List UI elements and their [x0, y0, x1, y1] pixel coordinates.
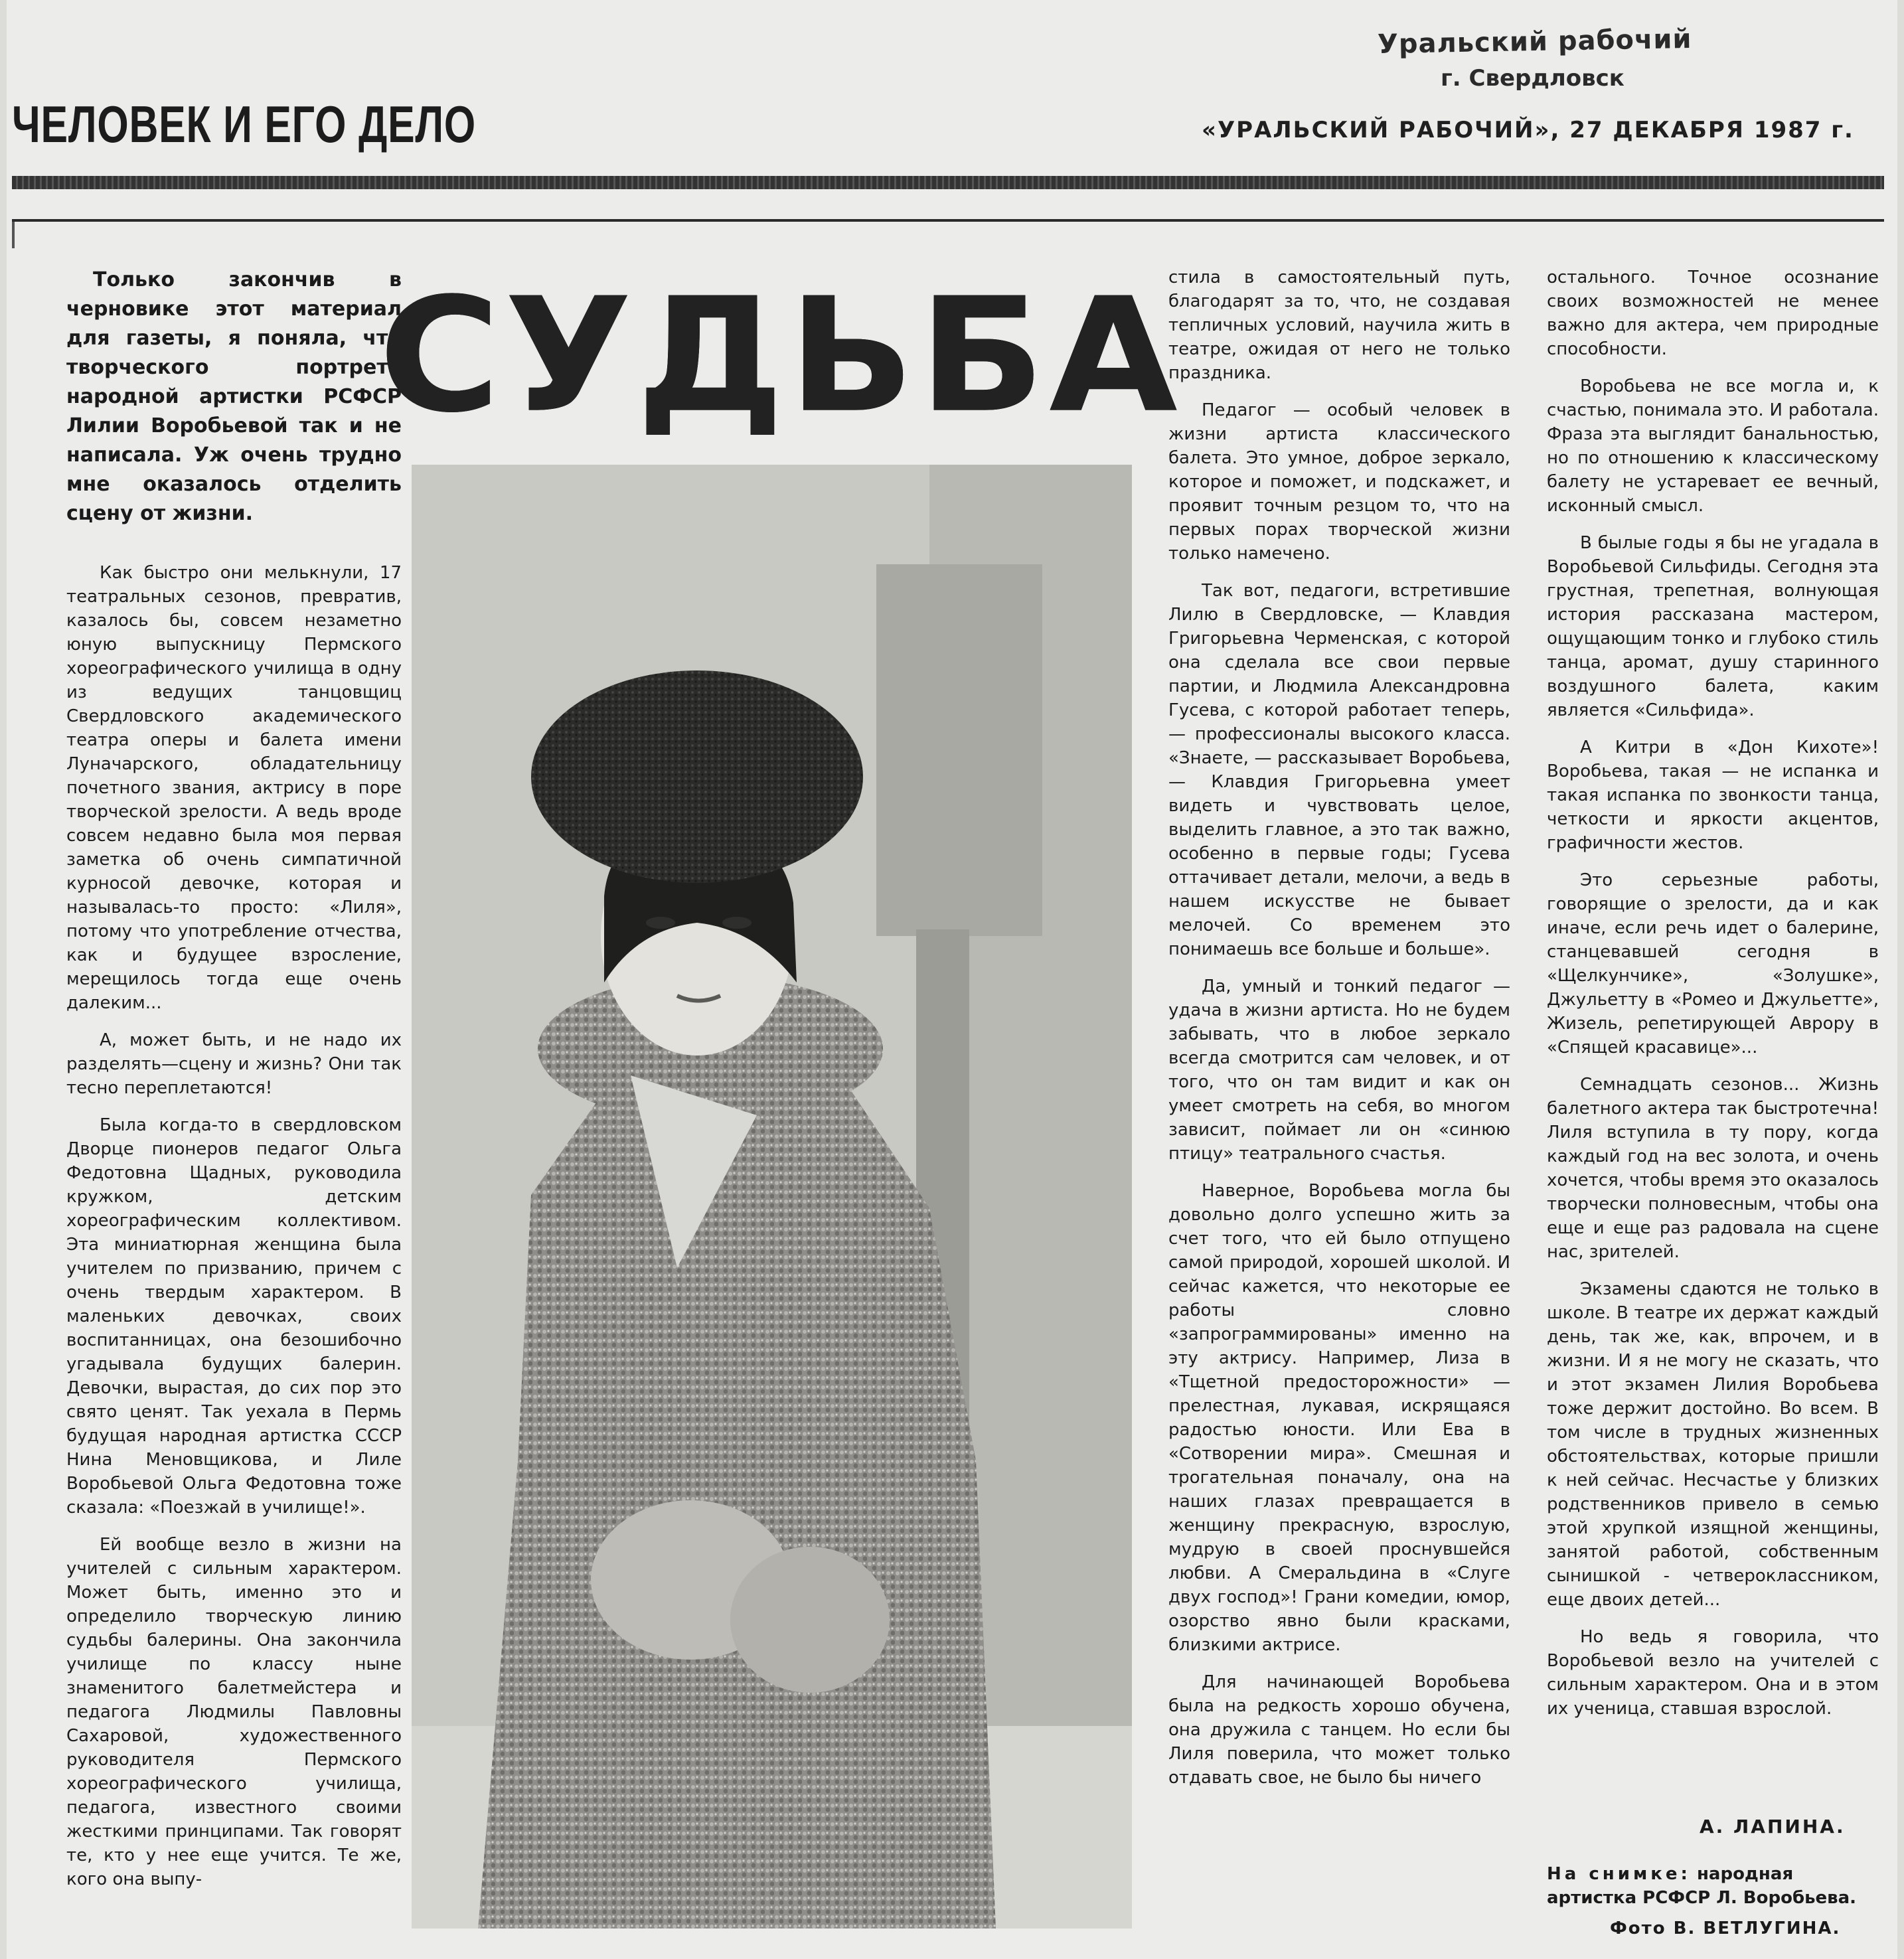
- column-3: [1547, 266, 1879, 1734]
- paragraph: В былые годы я бы не угадала в Воробьевой Сильфиды. Сегодня эта грустная, трепетная, волнующая история рассказана мастером, ощущающим тонко и глубоко стиль танца, аромат, душу старинного воздушного балета, каким является «Сильфида».: [1547, 533, 1879, 720]
- photo-credit: Фото В. ВЕТЛУГИНА.: [1610, 1919, 1841, 1938]
- article-lead: Только закончив в черновике этот материал для газеты, я поняла, что творческого портрета народной артистки РСФСР Лилии Воробьевой так и не написала. Уж очень трудно мне оказалось отделить сцену от жизни.: [66, 268, 402, 525]
- frame-corner: [12, 222, 15, 248]
- paragraph: Это серьезные работы, говорящие о зрелости, да и как иначе, если речь идет о балерине, станцевавшей сегодня в «Щелкунчике», «Золушке», Джульетту в «Ромео и Джульетте», Жизель, репетирующей Аврору в «Спящей красавице»...: [1547, 870, 1879, 1058]
- caption-text: народная артистка РСФСР Л. Воробьева.: [1547, 1864, 1857, 1908]
- paragraph: Экзамены сдаются не только в школе. В театре их держат каждый день, так же, как, впрочем, и в жизни. И я не могу не сказать, что и этот экзамен Лилия Воробьева тоже держит достойно. Во всем. В том числе в трудных жизненных обстоятельствах, которые пришли к ней сейчас. Несчастье у близких родственников привело в семью этой хрупкой изящной женщины, занятой работой, собственным сынишкой - четвероклассником, еще двоих детей...: [1547, 1279, 1879, 1610]
- author-byline: А. ЛАПИНА.: [1700, 1816, 1846, 1838]
- paragraph: стила в самостоятельный путь, благодарят за то, что, не создавая тепличных условий, научила жить в театре, ожидая от него не только праздника.: [1168, 268, 1510, 383]
- dateline: «УРАЛЬСКИЙ РАБОЧИЙ», 27 ДЕКАБРЯ 1987 г.: [1202, 117, 1854, 143]
- photo-illustration: [412, 465, 1132, 1928]
- paragraph: Была когда-то в свердловском Дворце пионеров педагог Ольга Федотовна Щадных, руководила кружком, детским хореографическим коллективом. Эта миниатюрная женщина была учителем по призванию, причем с очень твердым характером. В маленьких девочках, своих воспитанницах, она безошибочно угадывала будущих балерин. Девочки, вырастая, до сих пор это свято ценят. Так уехала в Пермь будущая народная артистка СССР Нина Меновщикова, и Лиле Воробьевой Ольга Федотовна тоже сказала: «Поезжай в училище!».: [66, 1115, 402, 1518]
- paragraph: Как быстро они мелькнули, 17 театральных сезонов, превратив, казалось бы, совсем незаметно юную выпускницу Пермского хореографического училища в одну из ведущих танцовщиц Свердловского академического театра оперы и балета имени Луначарского, обладательницу почетного звания, актрису в поре творческой зрелости. А ведь вроде совсем недавно была моя первая заметка об очень симпатичной курносой девочке, которая и называлась-то просто: «Лиля», потому что употребление отчества, как и будущее взросление, мерещилось тогда еще очень далеким...: [66, 563, 402, 1013]
- stamp-newspaper-name: Уральский рабочий: [1377, 23, 1692, 60]
- paragraph: Семнадцать сезонов... Жизнь балетного актера так быстротечна! Лиля вступила в ту пору, когда каждый год на вес золота, и очень хочется, чтобы время это оказалось творчески полновесным, чтобы она еще и еще раз радовала на сцене нас, зрителей.: [1547, 1075, 1879, 1262]
- paragraph: Да, умный и тонкий педагог — удача в жизни артиста. Но не будем забывать, что в любое зеркало всегда смотрится сам человек, и от того, что он там видит и как он умеет смотреть на себя, во многом зависит, поймает ли он «синюю птицу» театрального счастья.: [1168, 977, 1510, 1164]
- caption-label: На снимке:: [1547, 1864, 1691, 1884]
- photo-caption: [1547, 1862, 1879, 1910]
- stamp-city: г. Свердловск: [1441, 65, 1625, 92]
- paragraph: остального. Точное осознание своих возможностей не менее важно для актера, чем природные способности.: [1547, 268, 1879, 359]
- header-rule-thick: [12, 176, 1884, 189]
- article-headline: СУДЬБА: [378, 263, 1182, 447]
- paragraph: Воробьева не все могла и, к счастью, понимала это. И работала. Фраза эта выглядит банальностью, но по отношению к классическому балету не устаревает ее вечный, исконный смысл.: [1547, 376, 1879, 516]
- portrait-photo: [412, 465, 1132, 1928]
- paragraph: А Китри в «Дон Кихоте»! Воробьева, такая — не испанка и такая испанка по звонкости танца, четкости и яркости акцентов, графичности жестов.: [1547, 738, 1879, 853]
- paragraph: Педагог — особый человек в жизни артиста классического балета. Это умное, доброе зеркало, которое и поможет, и подскажет, и проявит точным резцом то, что на первых порах творческой жизни только намечено.: [1168, 400, 1510, 564]
- header-rule-thin: [12, 219, 1884, 222]
- paragraph: Для начинающей Воробьева была на редкость хорошо обучена, она дружила с танцем. Но если бы Лиля поверила, что может только отдавать свое, не было бы ничего: [1168, 1672, 1510, 1788]
- paragraph: Ей вообще везло в жизни на учителей с сильным характером. Может быть, именно это и определило творческую линию судьбы балерины. Она закончила училище по классу ныне знаменитого балетмейстера и педагога Людмилы Павловны Сахаровой, художественного руководителя Пермского хореографического училища, педагога, известного своими жесткими принципами. Так говорят те, кто у нее еще учится. Те же, кого она выпу-: [66, 1535, 402, 1889]
- column-1: [66, 561, 402, 1905]
- section-rubric: ЧЕЛОВЕК И ЕГО ДЕЛО: [12, 95, 477, 153]
- paragraph: Наверное, Воробьева могла бы довольно долго успешно жить за счет того, что ей было отпущено самой природой, хорошей школой. И сейчас кажется, что некоторые ее работы словно «запрограммированы» именно на эту актрису. Например, Лиза в «Тщетной предосторожности» — прелестная, лукавая, искрящаяся радостью юности. Или Ева в «Сотворении мира». Смешная и трогательная поначалу, она на наших глазах превращается в женщину прекрасную, взрослую, мудрую в своей проснувшейся любви. А Смеральдина в «Слуге двух господ»! Грани комедии, юмор, озорство явно были красками, близкими актрисе.: [1168, 1181, 1510, 1655]
- paragraph: А, может быть, и не надо их разделять—сцену и жизнь? Они так тесно переплетаются!: [66, 1030, 402, 1098]
- column-2: [1168, 266, 1510, 1803]
- paragraph: Так вот, педагоги, встретившие Лилю в Свердловске, — Клавдия Григорьевна Черменская, с которой она сделала все свои первые партии, и Людмила Александровна Гусева, с которой работает теперь, — профессионалы высокого класса. «Знаете, — рассказывает Воробьева, — Клавдия Григорьевна умеет видеть и чувствовать целое, выделить главное, а это так важно, особенно в первые годы; Гусева оттачивает детали, мелочи, а ведь в нашем искусстве не бывает мелочей. Со временем это понимаешь все больше и больше».: [1168, 581, 1510, 959]
- paragraph: Но ведь я говорила, что Воробьевой везло на учителей с сильным характером. Она и в этом их ученица, ставшая взрослой.: [1547, 1627, 1879, 1719]
